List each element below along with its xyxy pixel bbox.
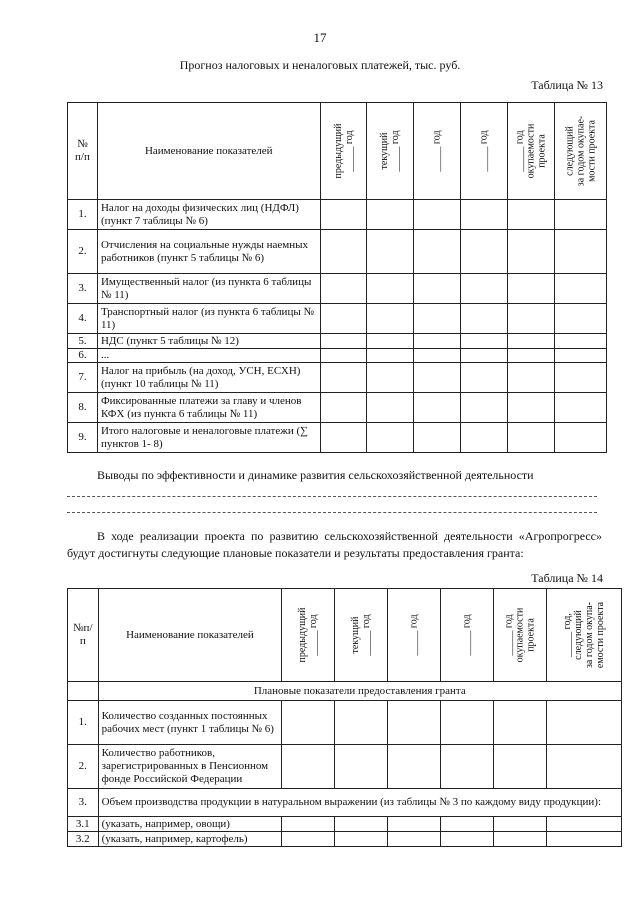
table-header-row <box>68 589 622 682</box>
value-cell[interactable] <box>461 334 508 349</box>
value-cell[interactable] <box>414 363 461 393</box>
value-cell[interactable] <box>320 274 367 304</box>
column-header-year-3: _____ год <box>414 103 461 200</box>
column-header-year-4: _____ год <box>441 589 494 682</box>
value-cell[interactable] <box>461 274 508 304</box>
column-header-year-4: _____ год <box>461 103 508 200</box>
column-header-prev-year: предыдущий _____ год <box>282 589 335 682</box>
value-cell[interactable] <box>388 701 441 745</box>
value-cell[interactable] <box>555 349 607 363</box>
results-paragraph: В ходе реализации проекта по развитию сельскохозяйственной деятельности «Агропрогресс» будут достигнуты следующие плановые показатели и результаты предоставления гранта: <box>67 529 602 560</box>
value-cell[interactable] <box>461 230 508 274</box>
value-cell[interactable] <box>282 745 335 789</box>
value-cell[interactable] <box>414 349 461 363</box>
value-cell[interactable] <box>494 701 547 745</box>
row-label-wide: Объем производства продукции в натуральном выражении (из таблицы № 3 по каждому виду продукции): <box>98 789 621 817</box>
value-cell[interactable] <box>461 363 508 393</box>
value-cell[interactable] <box>555 334 607 349</box>
conclusion-label: Выводы по эффективности и динамике развития сельскохозяйственной деятельности <box>97 468 534 482</box>
table-row <box>68 817 622 832</box>
row-label: Налог на доходы физических лиц (НДФЛ) (пункт 7 таблицы № 6) <box>97 200 320 230</box>
value-cell[interactable] <box>367 393 414 423</box>
value-cell[interactable] <box>461 423 508 453</box>
value-cell[interactable] <box>441 701 494 745</box>
value-cell[interactable] <box>414 334 461 349</box>
value-cell[interactable] <box>494 832 547 847</box>
value-cell[interactable] <box>320 230 367 274</box>
value-cell[interactable] <box>320 334 367 349</box>
row-label: Итого налоговые и неналоговые платежи (∑ пунктов 1- 8) <box>97 423 320 453</box>
row-label: Фиксированные платежи за главу и членов КФХ (из пункта 6 таблицы № 11) <box>97 393 320 423</box>
column-header-name: Наименование показателей <box>97 103 320 200</box>
value-cell[interactable] <box>388 745 441 789</box>
value-cell[interactable] <box>555 423 607 453</box>
value-cell[interactable] <box>508 334 555 349</box>
column-header-num: №п/ п <box>68 589 99 682</box>
value-cell[interactable] <box>441 832 494 847</box>
table-row <box>68 393 607 423</box>
value-cell[interactable] <box>414 423 461 453</box>
value-cell[interactable] <box>388 832 441 847</box>
blank-line[interactable] <box>67 512 597 513</box>
value-cell[interactable] <box>335 832 388 847</box>
row-number: 1. <box>68 200 98 230</box>
table-row <box>68 701 622 745</box>
table-row <box>68 423 607 453</box>
page-number: 17 <box>313 30 327 45</box>
column-header-current-year: текущий _____ год <box>367 103 414 200</box>
table-13-label: Таблица № 13 <box>531 78 603 92</box>
table-row <box>68 363 607 393</box>
value-cell[interactable] <box>441 745 494 789</box>
section-row <box>68 682 622 701</box>
value-cell[interactable] <box>367 363 414 393</box>
value-cell[interactable] <box>282 832 335 847</box>
row-number: 3. <box>68 789 99 817</box>
value-cell[interactable] <box>414 393 461 423</box>
value-cell[interactable] <box>461 304 508 334</box>
row-label: Количество созданных постоянных рабочих мест (пункт 1 таблицы № 6) <box>98 701 282 745</box>
column-header-current-year: текущий _____ год <box>335 589 388 682</box>
value-cell[interactable] <box>414 230 461 274</box>
table-row <box>68 745 622 789</box>
value-cell[interactable] <box>508 200 555 230</box>
value-cell[interactable] <box>367 274 414 304</box>
row-number: 8. <box>68 393 98 423</box>
table-row <box>68 200 607 230</box>
row-label: (указать, например, картофель) <box>98 832 282 847</box>
table-row <box>68 304 607 334</box>
value-cell[interactable] <box>547 701 622 745</box>
value-cell[interactable] <box>508 349 555 363</box>
value-cell[interactable] <box>367 304 414 334</box>
value-cell[interactable] <box>547 817 622 832</box>
row-label: Отчисления на социальные нужды наемных работников (пункт 5 таблицы № 6) <box>97 230 320 274</box>
column-header-prev-year: предыдущий _____ год <box>320 103 367 200</box>
table-header-row <box>68 103 607 200</box>
value-cell[interactable] <box>508 304 555 334</box>
table-row <box>68 230 607 274</box>
value-cell[interactable] <box>555 393 607 423</box>
value-cell[interactable] <box>461 200 508 230</box>
value-cell[interactable] <box>555 363 607 393</box>
value-cell[interactable] <box>555 200 607 230</box>
row-number: 1. <box>68 701 99 745</box>
value-cell[interactable] <box>414 304 461 334</box>
value-cell[interactable] <box>441 817 494 832</box>
value-cell[interactable] <box>320 200 367 230</box>
value-cell[interactable] <box>494 745 547 789</box>
value-cell[interactable] <box>320 363 367 393</box>
value-cell[interactable] <box>414 274 461 304</box>
value-cell[interactable] <box>555 274 607 304</box>
value-cell[interactable] <box>547 832 622 847</box>
table-13 <box>67 102 607 453</box>
value-cell[interactable] <box>388 817 441 832</box>
column-header-num: № п/п <box>68 103 98 200</box>
column-header-payback-year: _____ год окупаемости проекта <box>508 103 555 200</box>
row-label: Налог на прибыль (на доход, УСН, ЕСХН) (пункт 10 таблицы № 11) <box>97 363 320 393</box>
row-number: 3.1 <box>68 817 99 832</box>
row-number: 3.2 <box>68 832 99 847</box>
table-14 <box>67 588 622 847</box>
row-label: Транспортный налог (из пункта 6 таблицы № 11) <box>97 304 320 334</box>
row-number: 2. <box>68 745 99 789</box>
value-cell[interactable] <box>367 423 414 453</box>
value-cell[interactable] <box>367 334 414 349</box>
value-cell[interactable] <box>320 393 367 423</box>
row-number: 7. <box>68 363 98 393</box>
value-cell[interactable] <box>320 349 367 363</box>
value-cell[interactable] <box>555 304 607 334</box>
value-cell[interactable] <box>461 393 508 423</box>
column-header-payback-year: _____ год окупаемости проекта <box>494 589 547 682</box>
row-label: НДС (пункт 5 таблицы № 12) <box>97 334 320 349</box>
value-cell[interactable] <box>508 393 555 423</box>
value-cell[interactable] <box>508 423 555 453</box>
row-number: 2. <box>68 230 98 274</box>
value-cell[interactable] <box>367 200 414 230</box>
value-cell[interactable] <box>508 363 555 393</box>
value-cell[interactable] <box>335 701 388 745</box>
value-cell[interactable] <box>508 274 555 304</box>
value-cell[interactable] <box>282 701 335 745</box>
column-header-after-payback: следующий за годом окупае- мости проекта <box>555 103 607 200</box>
value-cell[interactable] <box>508 230 555 274</box>
row-label: Количество работников, зарегистрированных в Пенсионном фонде Российской Федерации <box>98 745 282 789</box>
value-cell[interactable] <box>555 230 607 274</box>
value-cell[interactable] <box>335 745 388 789</box>
row-label: ... <box>97 349 320 363</box>
value-cell[interactable] <box>282 817 335 832</box>
row-number: 9. <box>68 423 98 453</box>
value-cell[interactable] <box>335 817 388 832</box>
table-row <box>68 832 622 847</box>
row-number: 6. <box>68 349 98 363</box>
column-header-after-payback: _____ год, следующий за годом окупа- емости проекта <box>547 589 622 682</box>
value-cell[interactable] <box>320 304 367 334</box>
table-14-label: Таблица № 14 <box>531 571 603 585</box>
row-label: Имущественный налог (из пункта 6 таблицы № 11) <box>97 274 320 304</box>
table-row <box>68 349 607 363</box>
row-label: (указать, например, овощи) <box>98 817 282 832</box>
row-number: 3. <box>68 274 98 304</box>
value-cell[interactable] <box>320 423 367 453</box>
value-cell[interactable] <box>414 200 461 230</box>
value-cell[interactable] <box>494 817 547 832</box>
table-row <box>68 274 607 304</box>
column-header-year-3: _____ год <box>388 589 441 682</box>
row-number: 4. <box>68 304 98 334</box>
section-title: Плановые показатели предоставления гранта <box>98 682 621 701</box>
blank-line[interactable] <box>67 496 597 497</box>
column-header-name: Наименование показателей <box>98 589 282 682</box>
value-cell[interactable] <box>367 349 414 363</box>
value-cell[interactable] <box>547 745 622 789</box>
table-row <box>68 334 607 349</box>
row-number: 5. <box>68 334 98 349</box>
value-cell[interactable] <box>367 230 414 274</box>
table-13-heading: Прогноз налоговых и неналоговых платежей, тыс. руб. <box>179 58 461 72</box>
value-cell[interactable] <box>461 349 508 363</box>
table-row <box>68 789 622 817</box>
